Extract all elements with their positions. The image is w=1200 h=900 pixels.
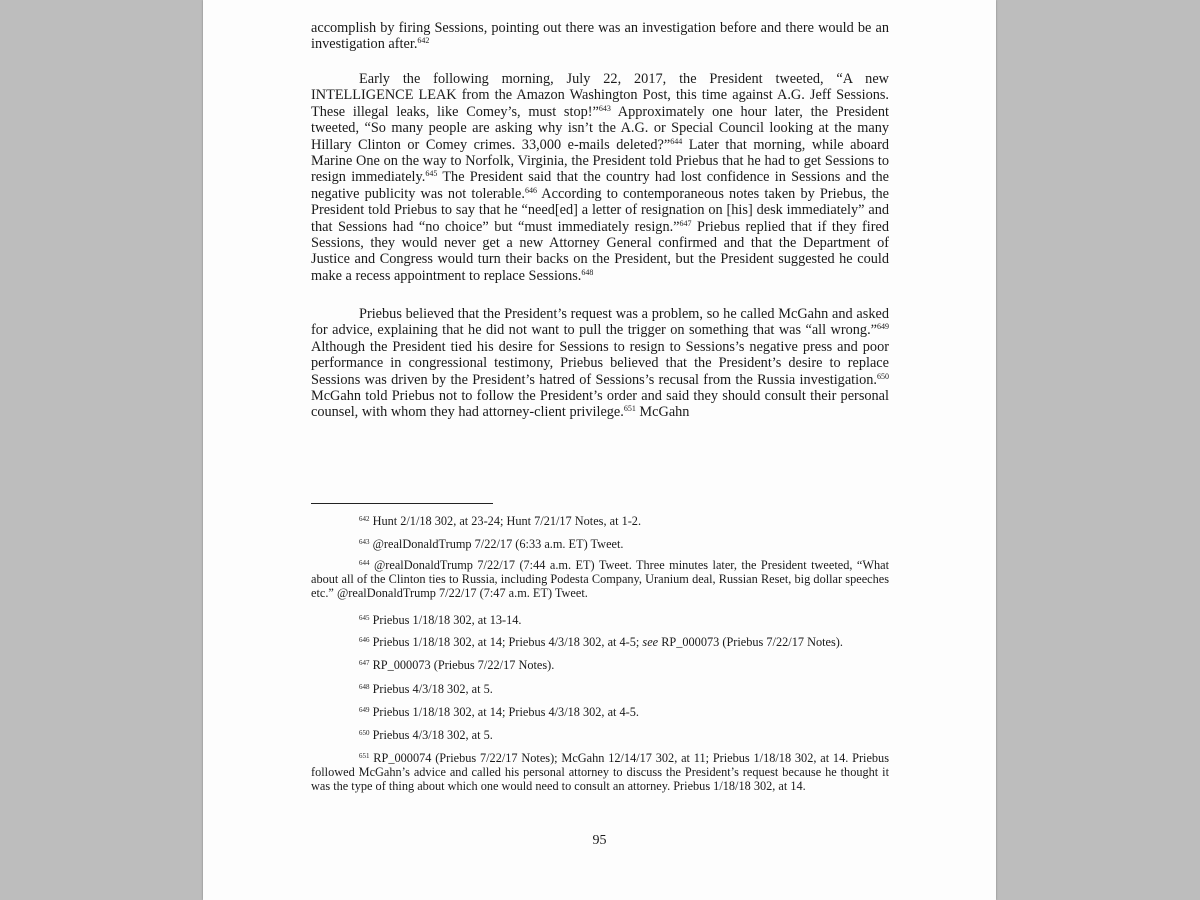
footnote-text: Priebus 1/18/18 302, at 14; Priebus 4/3/18 302, at 4-5. <box>369 705 639 719</box>
paragraph-text: The President said that the country had lost confidence in Sessions and the negative publicity was not tolerable. <box>311 169 889 202</box>
paragraph-text: McGahn told Priebus not to follow the President’s order and said they should consult their personal counsel, with whom they had attorney-client privilege. <box>311 388 889 421</box>
footnote-ref: 647 <box>679 218 692 228</box>
paragraph-text: Approximately one hour later, the President tweeted, “So many people are asking why isn’t the A.G. or Special Council looking at the many Hillary Clinton or Comey crimes. 33,000 e-mails deleted?” <box>311 103 889 153</box>
footnote-number: 650 <box>359 729 370 737</box>
paragraph-tweets <box>311 71 889 284</box>
footnote-ref: 650 <box>877 371 889 381</box>
footnote-ref: 644 <box>670 136 683 146</box>
paragraph-text: Later that morning, while aboard Marine One on the way to Norfolk, Virginia, the President told Priebus that he had to get Sessions to resign immediately. <box>311 136 890 186</box>
footnote-ref: 648 <box>581 267 594 277</box>
paragraph-text: accomplish by firing Sessions, pointing out there was an investigation before and there would be an investigation after. <box>311 20 889 53</box>
footnote-text: RP_000073 (Priebus 7/22/17 Notes). <box>658 635 843 649</box>
footnote-ref: 651 <box>623 404 636 414</box>
paragraph-text: McGahn <box>635 404 690 421</box>
footnote-646 <box>311 635 889 649</box>
page-number: 95 <box>592 833 607 848</box>
paragraph-text: Priebus believed that the President’s request was a problem, so he called McGahn and asked for advice, explaining that he did not want to pull the trigger on something that was “all wrong.” <box>311 306 889 339</box>
footnote-number: 651 <box>359 752 370 760</box>
footnote-number: 645 <box>359 614 370 622</box>
footnote-number: 643 <box>359 538 370 546</box>
footnote-number: 649 <box>359 706 370 714</box>
footnote-separator <box>311 503 493 504</box>
footnote-644 <box>311 558 889 600</box>
paragraph-text: Although the President tied his desire for Sessions to resign to Sessions’s negative press and poor performance in congressional testimony, Priebus believed that the President’s desire to replace Sessions was driven by the President’s hatred of Sessions’s recusal from the Russia investigation. <box>311 338 889 388</box>
footnote-643 <box>311 537 889 551</box>
paragraph-text: Priebus replied that if they fired Sessions, they would never get a new Attorney General confirmed and that the Department of Justice and Congress would turn their backs on the President, but the President suggested he could make a recess appointment to replace Sessions. <box>311 218 890 284</box>
footnote-text: Priebus 4/3/18 302, at 5. <box>369 682 493 696</box>
footnote-ref: 645 <box>425 169 438 179</box>
footnote-text: @realDonaldTrump 7/22/17 (7:44 a.m. ET) Tweet. Three minutes later, the President tweeted, “What about all of the Clinton ties to Russia, including Podesta Company, Uranium deal, Russian Reset, big dollar speeches etc.” @realDonaldTrump 7/22/17 (7:47 a.m. ET) Tweet. <box>311 558 889 601</box>
footnote-647 <box>311 658 889 672</box>
footnote-text: RP_000073 (Priebus 7/22/17 Notes). <box>369 658 555 672</box>
footnote-645 <box>311 613 889 627</box>
footnote-text: Priebus 4/3/18 302, at 5. <box>369 728 493 742</box>
footnote-number: 648 <box>359 683 370 691</box>
footnote-text: @realDonaldTrump 7/22/17 (6:33 a.m. ET) Tweet. <box>369 537 624 551</box>
footnote-number: 642 <box>359 515 370 523</box>
paragraph-continued <box>311 20 889 53</box>
footnote-648 <box>311 682 889 696</box>
paragraph-text: According to contemporaneous notes taken by Priebus, the President told Priebus to say that he “need[ed] a letter of resignation on [his] desk immediately” and that Sessions had “no choice” but “must immediately resign.” <box>311 185 889 235</box>
footnote-651 <box>311 751 889 793</box>
footnote-649 <box>311 705 889 719</box>
paragraph-priebus <box>311 306 889 421</box>
footnote-ref: 646 <box>524 185 537 195</box>
footnote-642 <box>311 514 889 528</box>
footnote-number: 646 <box>359 636 370 644</box>
footnote-ref: 649 <box>877 322 889 332</box>
footnote-650 <box>311 728 889 742</box>
footnote-number: 644 <box>359 559 370 567</box>
footnote-ref: 642 <box>417 36 430 46</box>
footnote-text: Hunt 2/1/18 302, at 23-24; Hunt 7/21/17 Notes, at 1-2. <box>369 514 642 528</box>
paragraph-text: Early the following morning, July 22, 2017, the President tweeted, “A new INTELLIGENCE LEAK from the Amazon Washington Post, this time against A.G. Jeff Sessions. These illegal leaks, like Comey’s, must stop!” <box>311 71 889 120</box>
footnote-ref: 643 <box>598 103 611 113</box>
footnote-signal: see <box>642 635 659 649</box>
footnote-text: Priebus 1/18/18 302, at 13-14. <box>369 613 522 627</box>
footnote-number: 647 <box>359 659 370 667</box>
footnote-text: RP_000074 (Priebus 7/22/17 Notes); McGahn 12/14/17 302, at 11; Priebus 1/18/18 302, at 14. Priebus followed McGahn’s advice and called his personal attorney to discuss the President’s request because he thought it was the type of thing about which one would need to consult an attorney. Priebus 1/18/18 302, at 14. <box>311 751 889 794</box>
document-page <box>203 0 996 900</box>
footnote-text: Priebus 1/18/18 302, at 14; Priebus 4/3/18 302, at 4-5; <box>369 635 643 649</box>
